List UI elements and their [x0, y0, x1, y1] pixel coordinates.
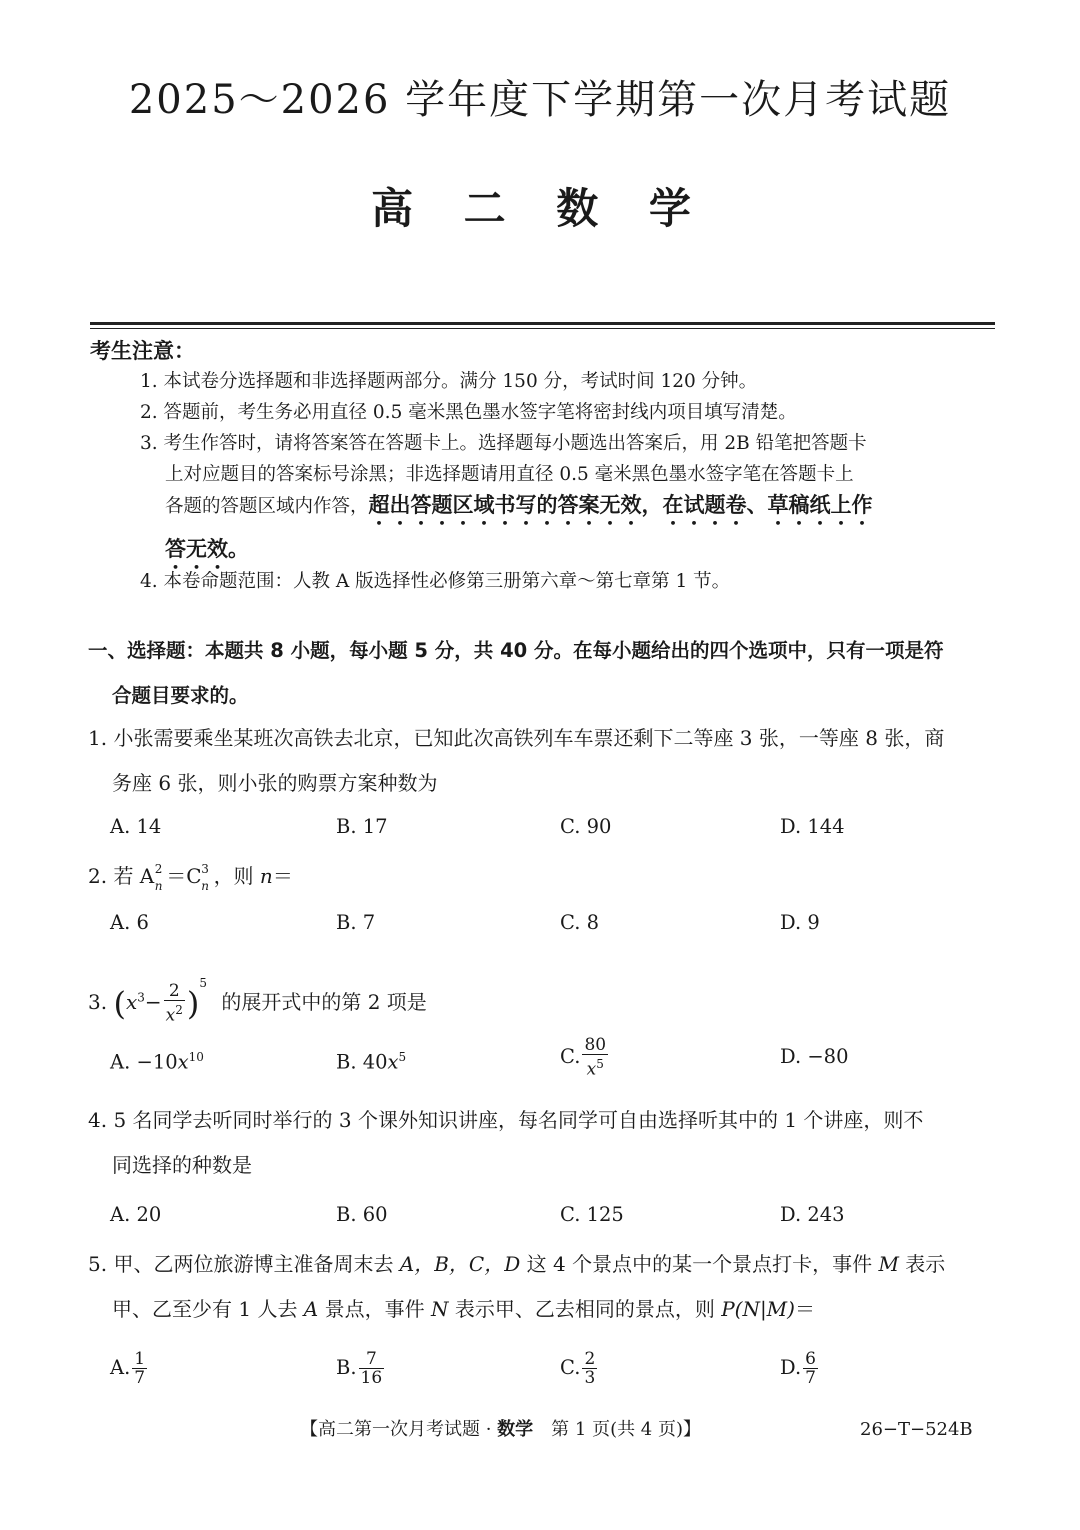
q3-option-c-den-exponent: 5: [596, 1057, 604, 1071]
q5-option-c-label: C.: [560, 1356, 581, 1379]
section-1-heading: [88, 628, 998, 718]
q5-l2-d: ＝: [794, 1297, 815, 1321]
q5-option-b-denominator: 16: [360, 1368, 383, 1388]
question-4-option-b: B. 60: [336, 1203, 388, 1226]
notice-item-2: 2. 答题前，考生务必用直径 0.5 毫米黑色墨水签字笔将密封线内项目填写清楚。: [140, 402, 797, 423]
q3-fraction: [164, 982, 185, 1025]
q3-den-x: x: [165, 1005, 176, 1026]
question-4-line-1: 4. 5 名同学去听同时举行的 3 个课外知识讲座，每名同学可自由选择听其中的 1 个讲座，则不: [88, 1108, 924, 1132]
question-5-line-2: [88, 1287, 998, 1332]
question-2-end: ＝: [272, 864, 293, 888]
q3-option-c-fraction: [582, 1036, 608, 1079]
notice-item-3-line-2: 上对应题目的答案标号涂黑；非选择题请用直径 0.5 毫米黑色墨水签字笔在答题卡上: [165, 464, 854, 485]
q5-l2-P: P(N|M): [721, 1297, 795, 1321]
question-5-option-d: [780, 1350, 820, 1387]
left-paren: (: [113, 984, 126, 1023]
permutation-sup: 2: [154, 862, 163, 876]
q5-option-b-label: B.: [336, 1356, 357, 1379]
question-1-line-1: 1. 小张需要乘坐某班次高铁去北京，已知此次高铁列车车票还剩下二等座 3 张，一等座 8 张，商: [88, 726, 945, 750]
q3-option-a-exponent: 10: [188, 1050, 204, 1064]
notice-warning-1: 超出答题区域书写的答案无效，在试题卷、草稿纸上作: [368, 493, 873, 517]
q5-option-d-denominator: 7: [805, 1368, 816, 1388]
permutation-symbol: [140, 854, 166, 899]
question-5-option-c: [560, 1350, 599, 1387]
q5-l2-b: 景点，事件: [318, 1297, 431, 1321]
question-2-prefix: 2. 若: [88, 864, 140, 888]
question-2-option-a: A. 6: [110, 911, 149, 934]
q3-outer-exponent: 5: [199, 976, 207, 990]
q5-l2-c: 表示甲、乙去相同的景点，则: [448, 1297, 722, 1321]
notice-item-3-line-1: 3. 考生作答时，请将答案答在答题卡上。选择题每小题选出答案后，用 2B 铅笔把答题卡: [140, 433, 867, 454]
combination-base: C: [186, 864, 202, 888]
notice-item-4: 4. 本卷命题范围：人教 A 版选择性必修第三册第六章～第七章第 1 节。: [140, 571, 731, 592]
question-5-option-b: [336, 1350, 386, 1387]
question-5-line-1: [88, 1252, 945, 1276]
q3-option-b-x: x: [387, 1050, 399, 1074]
notice-warning-2: 答无效。: [165, 537, 249, 561]
question-3-number: 3.: [88, 990, 108, 1014]
header-divider-thick: [90, 322, 995, 325]
q5-option-a-fraction: [132, 1350, 147, 1387]
q3-fraction-numerator: 2: [164, 982, 185, 1001]
exam-title: 2025～2026 学年度下学期第一次月考试题: [128, 77, 952, 123]
footer-code: 26−T−524B: [860, 1419, 973, 1440]
q5-l1-b: 这 4 个景点中的某一个景点打卡，事件: [520, 1252, 879, 1276]
q3-option-c-den-x: x: [586, 1059, 597, 1080]
q5-option-d-fraction: [803, 1350, 818, 1387]
q3-x-exponent: 3: [137, 990, 145, 1005]
q5-option-a-label: A.: [110, 1356, 131, 1379]
combination-sub: n: [201, 879, 209, 893]
question-1-option-a: A. 14: [110, 815, 162, 838]
q3-option-b-text: B. 40: [336, 1050, 388, 1074]
q5-option-b-numerator: 7: [359, 1350, 385, 1369]
q3-option-c-denominator: [582, 1055, 608, 1079]
q3-option-a-text: A. −10: [110, 1050, 178, 1074]
question-3-option-c: [560, 1036, 610, 1079]
question-2-option-b: B. 7: [336, 911, 376, 934]
q5-l2-A: A: [303, 1297, 319, 1321]
permutation-base: A: [139, 864, 155, 888]
q5-option-d-label: D.: [780, 1356, 802, 1379]
section-1-line-1: 一、选择题：本题共 8 小题，每小题 5 分，共 40 分。在每小题给出的四个选项中，只有一项是符: [88, 639, 944, 662]
question-4-line-2: 同选择的种数是: [112, 1153, 252, 1177]
footer-exam-name: 【高二第一次月考试题 ·: [300, 1419, 498, 1440]
combination-symbol: [186, 854, 213, 899]
q3-den-exponent: 2: [175, 1003, 183, 1018]
question-1-option-b: B. 17: [336, 815, 388, 838]
question-4-option-d: D. 243: [780, 1203, 845, 1226]
question-4-option-c: C. 125: [560, 1203, 624, 1226]
q3-x: x: [125, 990, 138, 1014]
footer-subject: 数学: [497, 1419, 534, 1440]
question-3-stem: [88, 955, 998, 1032]
question-2-variable: n: [259, 864, 273, 888]
q5-option-a-denominator: 7: [134, 1368, 146, 1388]
q5-option-c-denominator: 3: [584, 1368, 596, 1388]
notice-item-1: 1. 本试卷分选择题和非选择题两部分。满分 150 分，考试时间 120 分钟。: [140, 371, 758, 392]
q5-option-a-numerator: 1: [134, 1349, 146, 1369]
notice-item-3: [140, 428, 1000, 574]
notice-item-3-line-3: [140, 490, 1000, 530]
q5-option-b-fraction: [359, 1350, 385, 1387]
question-1-line-2: 务座 6 张，则小张的购票方案种数为: [112, 771, 438, 795]
q3-minus: −: [144, 990, 162, 1014]
question-1-stem: [88, 716, 998, 806]
question-3-option-a: [110, 1042, 204, 1078]
header-divider-thin: [90, 328, 995, 329]
q3-fraction-denominator: [164, 1001, 185, 1025]
combination-sup: 3: [201, 862, 209, 876]
question-2-option-c: C. 8: [560, 911, 600, 934]
notice-heading: 考生注意：: [90, 339, 195, 363]
q5-option-c-fraction: [582, 1350, 597, 1387]
q5-l2-a: 甲、乙至少有 1 人去: [112, 1297, 304, 1321]
question-2-option-d: D. 9: [780, 911, 820, 934]
question-5-stem: [88, 1242, 998, 1332]
subject-title: 高 二 数 学: [371, 184, 709, 233]
question-4-option-a: A. 20: [110, 1203, 162, 1226]
notice-item-3-text: 各题的答题区域内作答，: [165, 496, 369, 517]
q5-l1-c: 表示: [898, 1252, 946, 1276]
footer-page-number: 第 1 页(共 4 页)】: [533, 1419, 702, 1440]
question-5-option-a: [110, 1350, 149, 1387]
q3-option-c-numerator: 80: [584, 1035, 607, 1055]
question-1-option-c: C. 90: [560, 815, 612, 838]
q5-l1-m: M: [878, 1252, 899, 1276]
q5-l1-vars: A，B，C，D: [399, 1252, 521, 1276]
question-1-option-d: D. 144: [780, 815, 845, 838]
q3-option-b-exponent: 5: [398, 1050, 407, 1064]
q5-l2-N: N: [430, 1297, 449, 1321]
q3-option-a-x: x: [177, 1050, 189, 1074]
question-2-stem: [88, 854, 998, 899]
question-3-suffix: 的展开式中的第 2 项是: [221, 990, 427, 1014]
q5-l1-a: 5. 甲、乙两位旅游博主准备周末去: [88, 1252, 400, 1276]
permutation-sub: n: [154, 879, 163, 893]
question-4-stem: [88, 1098, 998, 1188]
page-footer: [300, 1416, 701, 1444]
q5-option-d-numerator: 6: [805, 1349, 816, 1369]
section-1-line-2: 合题目要求的。: [112, 684, 249, 707]
question-2-equals: ＝: [166, 864, 187, 888]
question-3-option-d: D. −80: [780, 1045, 849, 1068]
q3-option-c-text: C.: [560, 1044, 581, 1068]
right-paren: ): [186, 984, 200, 1023]
question-3-option-b: [336, 1042, 406, 1078]
q5-option-c-numerator: 2: [584, 1349, 596, 1369]
question-2-suffix: ，则: [213, 864, 260, 888]
